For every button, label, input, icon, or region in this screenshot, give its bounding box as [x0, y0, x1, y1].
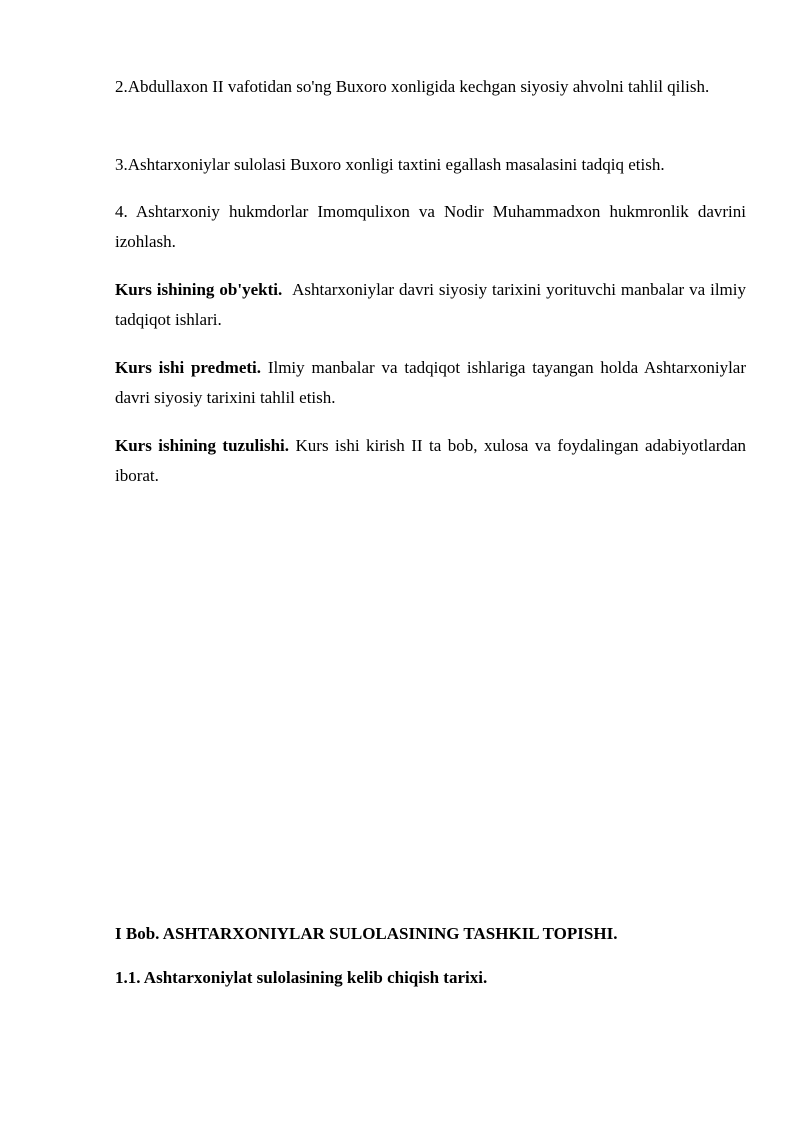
course-subject-text: Ilmiy manbalar va tadqiqot ishlariga tayangan holda Ashtarxoniylar davri siyosiy tarixini tahlil etish. [115, 358, 747, 407]
course-object-paragraph [115, 275, 746, 335]
course-subject-label: Kurs ishi predmeti. [115, 358, 262, 377]
course-structure-label: Kurs ishining tuzulishi. [115, 436, 290, 455]
course-object-text: Ashtarxoniylar davri siyosiy tarixini yorituvchi manbalar va ilmiy tadqiqot ishlari. [115, 280, 746, 329]
objective-4-paragraph: 4. Ashtarxoniy hukmdorlar Imomqulixon va Nodir Muhammadxon hukmronlik davrini izohlash. [115, 202, 746, 251]
section-title: 1.1. Ashtarxoniylat sulolasining kelib chiqish tarixi. [115, 968, 488, 987]
course-structure-paragraph [115, 431, 746, 491]
course-structure-text: Kurs ishi kirish II ta bob, xulosa va foydalingan adabiyotlardan iborat. [115, 436, 747, 485]
course-object-label: Kurs ishining ob'yekti. [115, 280, 283, 299]
chapter-title: I Bob. ASHTARXONIYLAR SULOLASINING TASHKIL TOPISHI. [115, 924, 618, 943]
objective-2-paragraph: 2.Abdullaxon II vafotidan so'ng Buxoro xonligida kechgan siyosiy ahvolni tahlil qilish. [115, 77, 710, 96]
objective-3-paragraph: 3.Ashtarxoniylar sulolasi Buxoro xonligi taxtini egallash masalasini tadqiq etish. [115, 155, 665, 174]
course-subject-paragraph [115, 353, 746, 413]
